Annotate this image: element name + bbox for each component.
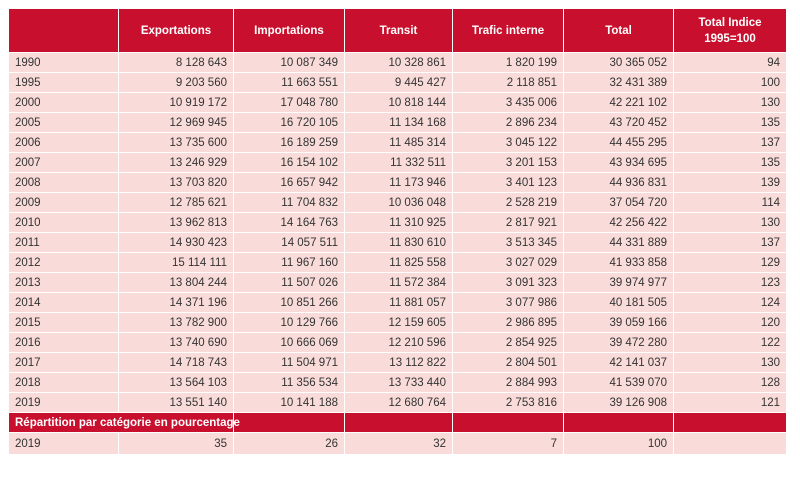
cell-year: 2007	[9, 153, 119, 173]
cell-exportations: 15 114 111	[119, 253, 234, 273]
cell-year: 2013	[9, 273, 119, 293]
table-row	[9, 113, 787, 133]
cell-total-indice: 94	[674, 53, 787, 73]
cell-total: 42 221 102	[564, 93, 674, 113]
cell-year: 2015	[9, 313, 119, 333]
cell-year: 2000	[9, 93, 119, 113]
table-row	[9, 193, 787, 213]
cell-transit: 12 210 596	[345, 333, 453, 353]
cell-trafic-interne: 2 528 219	[453, 193, 564, 213]
header-total-indice: Total Indice 1995=100	[674, 9, 787, 53]
cell-exportations: 13 782 900	[119, 313, 234, 333]
cell-importations: 14 057 511	[234, 233, 345, 253]
section-row	[9, 413, 787, 433]
cell-total-indice: 128	[674, 373, 787, 393]
cell-total: 30 365 052	[564, 53, 674, 73]
cell-trafic-interne: 2 884 993	[453, 373, 564, 393]
cell-year: 2009	[9, 193, 119, 213]
table-row	[9, 153, 787, 173]
cell-trafic-interne: 2 896 234	[453, 113, 564, 133]
table-row	[9, 313, 787, 333]
percentage-row	[9, 433, 787, 455]
cell-exportations: 13 740 690	[119, 333, 234, 353]
cell-total: 41 933 858	[564, 253, 674, 273]
cell-trafic-interne: 2 854 925	[453, 333, 564, 353]
header-transit: Transit	[345, 9, 453, 53]
cell-total-indice: 139	[674, 173, 787, 193]
cell-exportations: 12 969 945	[119, 113, 234, 133]
cell-total-indice: 123	[674, 273, 787, 293]
table-row	[9, 373, 787, 393]
cell-total-indice: 137	[674, 233, 787, 253]
section-blank	[674, 413, 787, 433]
cell-year: 2012	[9, 253, 119, 273]
cell-transit: 11 881 057	[345, 293, 453, 313]
cell-trafic-interne: 2 804 501	[453, 353, 564, 373]
cell-transit: 11 310 925	[345, 213, 453, 233]
cell-total: 41 539 070	[564, 373, 674, 393]
cell-total: 44 455 295	[564, 133, 674, 153]
cell-exportations: 13 703 820	[119, 173, 234, 193]
cell-trafic-interne: 7	[453, 433, 564, 455]
cell-exportations: 12 785 621	[119, 193, 234, 213]
table-row	[9, 213, 787, 233]
cell-exportations: 13 551 140	[119, 393, 234, 413]
cell-exportations: 13 735 600	[119, 133, 234, 153]
table-row	[9, 293, 787, 313]
cell-trafic-interne: 1 820 199	[453, 53, 564, 73]
cell-total: 42 256 422	[564, 213, 674, 233]
cell-total-indice: 130	[674, 353, 787, 373]
table-row	[9, 333, 787, 353]
cell-transit: 11 825 558	[345, 253, 453, 273]
cell-importations: 10 851 266	[234, 293, 345, 313]
cell-total: 44 331 889	[564, 233, 674, 253]
cell-importations: 14 164 763	[234, 213, 345, 233]
cell-year: 2014	[9, 293, 119, 313]
cell-total: 42 141 037	[564, 353, 674, 373]
cell-year: 2018	[9, 373, 119, 393]
cell-transit: 13 733 440	[345, 373, 453, 393]
cell-exportations: 8 128 643	[119, 53, 234, 73]
cell-trafic-interne: 3 513 345	[453, 233, 564, 253]
table-row	[9, 73, 787, 93]
cell-total: 100	[564, 433, 674, 455]
cell-year: 2005	[9, 113, 119, 133]
cell-total-indice: 137	[674, 133, 787, 153]
cell-total: 43 934 695	[564, 153, 674, 173]
cell-total-indice: 135	[674, 113, 787, 133]
cell-importations: 10 141 188	[234, 393, 345, 413]
cell-total-indice: 124	[674, 293, 787, 313]
table-row	[9, 353, 787, 373]
cell-importations: 11 663 551	[234, 73, 345, 93]
cell-exportations: 13 564 103	[119, 373, 234, 393]
cell-trafic-interne: 2 817 921	[453, 213, 564, 233]
cell-total-indice: 121	[674, 393, 787, 413]
cell-importations: 26	[234, 433, 345, 455]
cell-year: 2019	[9, 393, 119, 413]
table-row	[9, 393, 787, 413]
table-row	[9, 93, 787, 113]
cell-exportations: 10 919 172	[119, 93, 234, 113]
cell-transit: 11 134 168	[345, 113, 453, 133]
cell-exportations: 13 804 244	[119, 273, 234, 293]
cell-total: 39 126 908	[564, 393, 674, 413]
cell-trafic-interne: 3 401 123	[453, 173, 564, 193]
cell-year: 2017	[9, 353, 119, 373]
table-row	[9, 273, 787, 293]
cell-importations: 16 189 259	[234, 133, 345, 153]
traffic-statistics-table	[8, 8, 787, 455]
cell-trafic-interne: 3 091 323	[453, 273, 564, 293]
cell-transit: 11 485 314	[345, 133, 453, 153]
cell-transit: 9 445 427	[345, 73, 453, 93]
cell-total: 39 472 280	[564, 333, 674, 353]
cell-total-indice: 130	[674, 93, 787, 113]
cell-trafic-interne: 2 118 851	[453, 73, 564, 93]
cell-importations: 16 154 102	[234, 153, 345, 173]
cell-importations: 17 048 780	[234, 93, 345, 113]
cell-transit: 11 830 610	[345, 233, 453, 253]
cell-importations: 11 507 026	[234, 273, 345, 293]
cell-transit: 12 680 764	[345, 393, 453, 413]
cell-trafic-interne: 3 201 153	[453, 153, 564, 173]
cell-exportations: 13 246 929	[119, 153, 234, 173]
cell-importations: 11 504 971	[234, 353, 345, 373]
cell-exportations: 14 930 423	[119, 233, 234, 253]
section-blank	[564, 413, 674, 433]
section-label: Répartition par catégorie en pourcentage	[9, 413, 234, 433]
cell-importations: 16 657 942	[234, 173, 345, 193]
cell-transit: 10 328 861	[345, 53, 453, 73]
cell-trafic-interne: 3 435 006	[453, 93, 564, 113]
cell-year: 2016	[9, 333, 119, 353]
header-exportations: Exportations	[119, 9, 234, 53]
cell-exportations: 9 203 560	[119, 73, 234, 93]
cell-exportations: 14 718 743	[119, 353, 234, 373]
cell-importations: 10 666 069	[234, 333, 345, 353]
cell-exportations: 13 962 813	[119, 213, 234, 233]
cell-importations: 16 720 105	[234, 113, 345, 133]
cell-year: 2019	[9, 433, 119, 455]
cell-total-indice: 114	[674, 193, 787, 213]
cell-importations: 10 087 349	[234, 53, 345, 73]
cell-importations: 11 356 534	[234, 373, 345, 393]
cell-year: 2006	[9, 133, 119, 153]
cell-transit: 32	[345, 433, 453, 455]
cell-total: 43 720 452	[564, 113, 674, 133]
cell-total-indice: 129	[674, 253, 787, 273]
cell-transit: 10 036 048	[345, 193, 453, 213]
section-blank	[234, 413, 345, 433]
cell-importations: 11 967 160	[234, 253, 345, 273]
cell-transit: 11 572 384	[345, 273, 453, 293]
header-trafic-interne: Trafic interne	[453, 9, 564, 53]
cell-trafic-interne: 2 753 816	[453, 393, 564, 413]
section-blank	[345, 413, 453, 433]
cell-total: 39 974 977	[564, 273, 674, 293]
cell-year: 2011	[9, 233, 119, 253]
cell-total-indice: 120	[674, 313, 787, 333]
table-row	[9, 133, 787, 153]
cell-trafic-interne: 3 027 029	[453, 253, 564, 273]
cell-transit: 11 332 511	[345, 153, 453, 173]
cell-transit: 11 173 946	[345, 173, 453, 193]
cell-trafic-interne: 2 986 895	[453, 313, 564, 333]
cell-year: 1990	[9, 53, 119, 73]
cell-total: 37 054 720	[564, 193, 674, 213]
cell-total-indice	[674, 433, 787, 455]
header-row	[9, 9, 787, 53]
header-total: Total	[564, 9, 674, 53]
cell-year: 1995	[9, 73, 119, 93]
cell-year: 2008	[9, 173, 119, 193]
cell-total-indice: 130	[674, 213, 787, 233]
cell-importations: 11 704 832	[234, 193, 345, 213]
cell-exportations: 14 371 196	[119, 293, 234, 313]
cell-trafic-interne: 3 077 986	[453, 293, 564, 313]
cell-total: 39 059 166	[564, 313, 674, 333]
cell-total-indice: 122	[674, 333, 787, 353]
cell-year: 2010	[9, 213, 119, 233]
cell-importations: 10 129 766	[234, 313, 345, 333]
section-blank	[453, 413, 564, 433]
cell-transit: 12 159 605	[345, 313, 453, 333]
cell-transit: 10 818 144	[345, 93, 453, 113]
table-row	[9, 233, 787, 253]
cell-transit: 13 112 822	[345, 353, 453, 373]
header-year	[9, 9, 119, 53]
cell-total: 44 936 831	[564, 173, 674, 193]
cell-total-indice: 100	[674, 73, 787, 93]
cell-exportations: 35	[119, 433, 234, 455]
header-importations: Importations	[234, 9, 345, 53]
table-row	[9, 253, 787, 273]
cell-total: 32 431 389	[564, 73, 674, 93]
cell-total-indice: 135	[674, 153, 787, 173]
cell-total: 40 181 505	[564, 293, 674, 313]
cell-trafic-interne: 3 045 122	[453, 133, 564, 153]
table-row	[9, 173, 787, 193]
table-row	[9, 53, 787, 73]
